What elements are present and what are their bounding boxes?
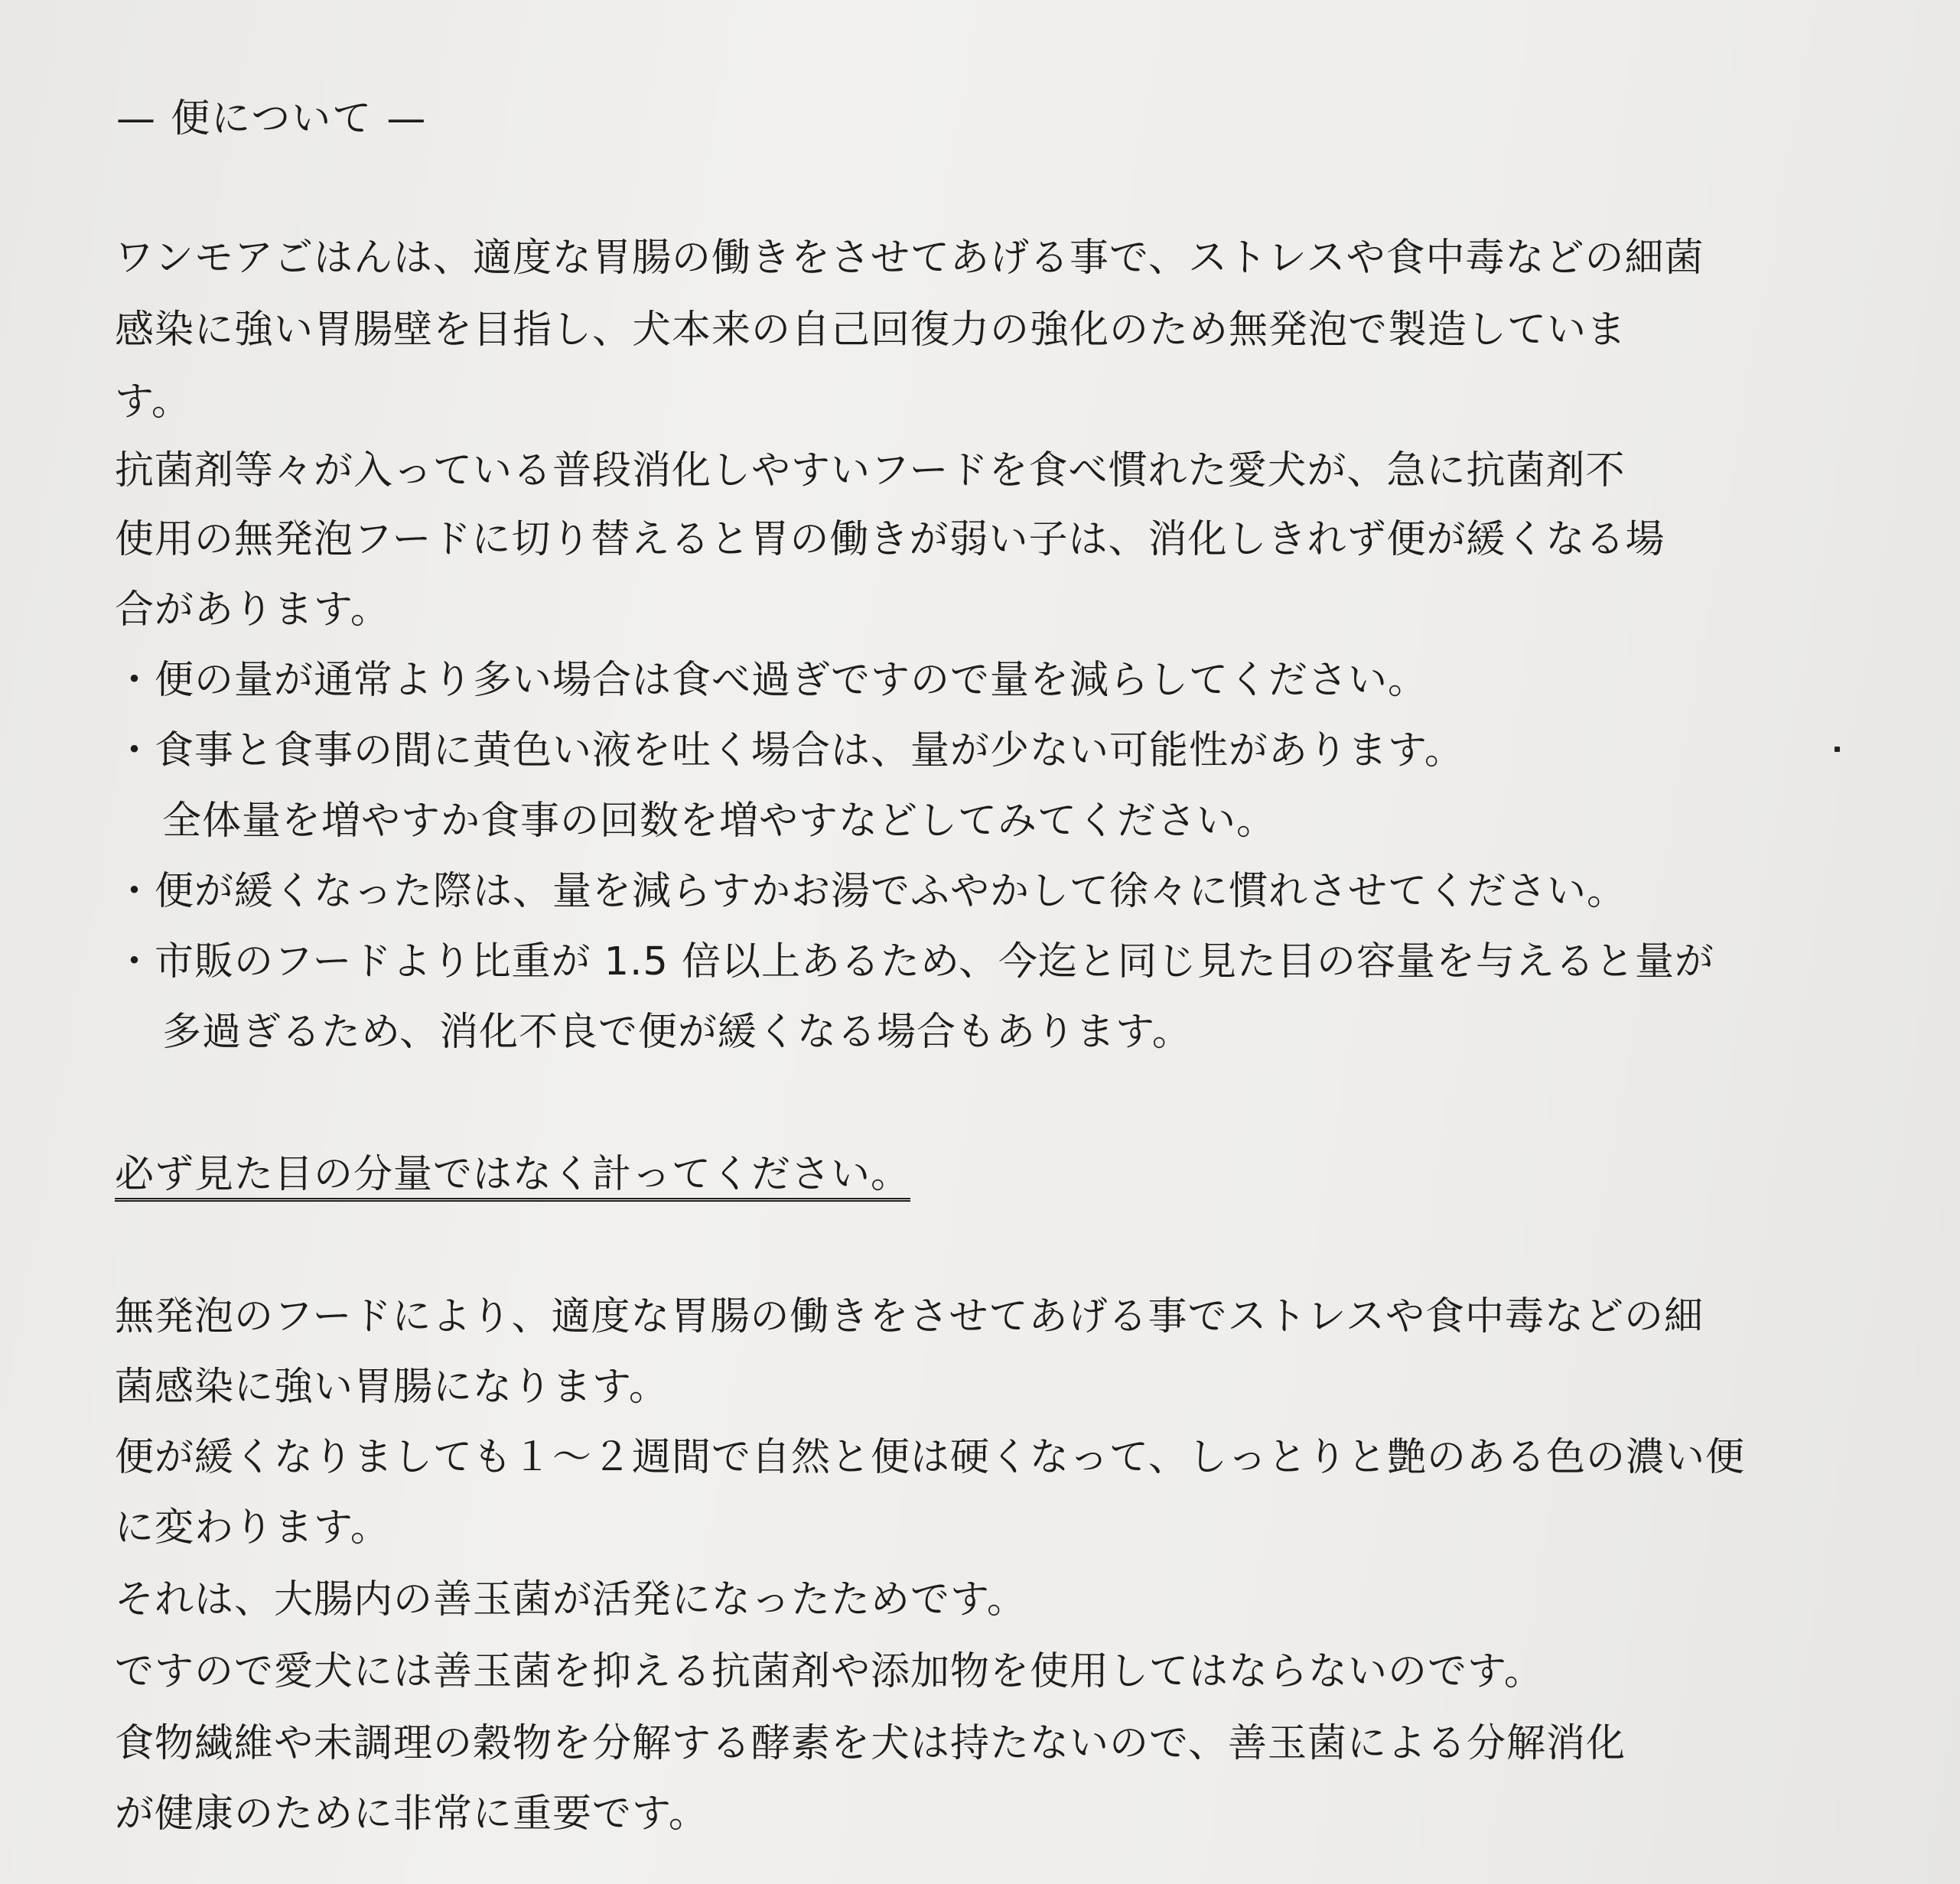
paragraph-line: 感染に強い胃腸壁を目指し、犬本来の自己回復力の強化のため無発泡で製造していま [115, 307, 1627, 353]
bullet-item: ・便の量が通常より多い場合は食べ過ぎですので量を減らしてください。 [115, 658, 1428, 703]
paragraph-line: 合があります。 [115, 587, 390, 633]
stray-mark [1835, 747, 1840, 752]
section-heading: — 便について — [116, 96, 428, 142]
bullet-item: ・便が緩くなった際は、量を減らすかお湯でふやかして徐々に慣れさせてください。 [115, 869, 1627, 914]
bullet-item: ・市販のフードより比重が 1.5 倍以上あるため、今迄と同じ見た目の容量を与えると量が [115, 939, 1714, 984]
emphasis-note: 必ず見た目の分量ではなく計ってください。 [115, 1152, 911, 1197]
bullet-item-continuation: 多過ぎるため、消化不良で便が緩くなる場合もあります。 [162, 1010, 1192, 1055]
bullet-item-continuation: 全体量を増やすか食事の回数を増やすなどしてみてください。 [162, 799, 1277, 844]
paragraph-line: 抗菌剤等々が入っている普段消化しやすいフードを食べ慣れた愛犬が、急に抗菌剤不 [115, 448, 1626, 493]
paragraph-line: 便が緩くなりましても１～２週間で自然と便は硬くなって、しっとりと艶のある色の濃い便 [115, 1435, 1745, 1480]
paragraph-line: 菌感染に強い胃腸になります。 [115, 1365, 669, 1410]
paragraph-line: ですので愛犬には善玉菌を抑える抗菌剤や添加物を使用してはならないのです。 [115, 1649, 1544, 1694]
paragraph-line: 食物繊維や未調理の穀物を分解する酵素を犬は持たないので、善玉菌による分解消化 [115, 1721, 1626, 1766]
paragraph-line: 無発泡のフードにより、適度な胃腸の働きをさせてあげる事でストレスや食中毒などの細 [115, 1294, 1704, 1339]
paragraph-line: す。 [115, 379, 191, 425]
paragraph-line: に変わります。 [115, 1505, 390, 1550]
bullet-item: ・食事と食事の間に黄色い液を吐く場合は、量が少ない可能性があります。 [115, 728, 1464, 773]
paragraph-line: が健康のために非常に重要です。 [115, 1791, 708, 1837]
paragraph-line: ワンモアごはんは、適度な胃腸の働きをさせてあげる事で、ストレスや食中毒などの細菌 [115, 236, 1704, 281]
paragraph-line: それは、大腸内の善玉菌が活発になったためです。 [115, 1577, 1027, 1622]
paragraph-line: 使用の無発泡フードに切り替えると胃の働きが弱い子は、消化しきれず便が緩くなる場 [115, 517, 1665, 562]
